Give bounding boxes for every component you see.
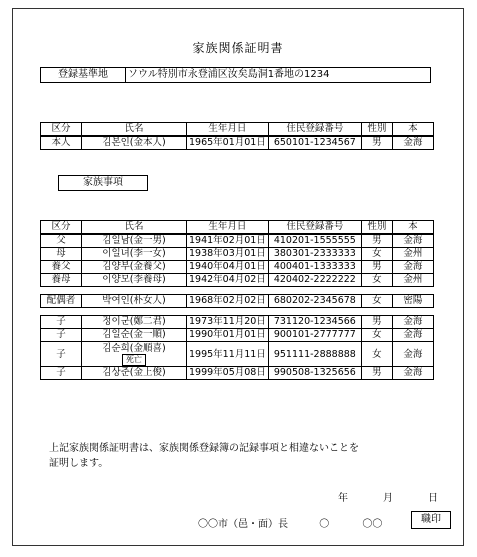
cell-dob: 1941年02月01日: [187, 234, 269, 248]
certification-note: [49, 441, 359, 471]
note-line-1: 上記家族関係証明書は、家族関係登録簿の記録事項と相違ないことを: [49, 443, 359, 454]
cell-sex: 男: [361, 261, 392, 274]
table-row: [41, 342, 434, 367]
cell-name: 김일남(金一男): [82, 234, 187, 248]
cell-origin: 金海: [392, 316, 433, 329]
table-row: [41, 367, 434, 380]
col-origin: 本: [392, 221, 433, 235]
col-id: 住民登録番号: [268, 221, 361, 235]
note-line-2: 証明します。: [49, 458, 109, 469]
table-row: [41, 316, 434, 329]
cell-origin: 密陽: [392, 295, 433, 308]
cell-dob: 1965年01月01日: [187, 136, 269, 150]
section-label: 家族事項: [58, 175, 148, 191]
cell-sex: 男: [361, 234, 392, 248]
self-table: [40, 122, 434, 150]
cell-origin: 金海: [392, 329, 433, 342]
signer-name-2: 〇〇: [362, 519, 383, 530]
cell-rel: 本人: [41, 136, 82, 150]
official-seal: 職印: [411, 511, 451, 529]
cell-name: 이양모(李養母): [82, 274, 187, 287]
cell-id: 680202-2345678: [268, 295, 361, 308]
registry-value: ソウル特別市永登浦区汝矣島洞1番地の1234: [126, 68, 431, 83]
family-header-row: [41, 221, 434, 235]
cell-name-text: 김순희(金順喜): [102, 342, 166, 354]
cell-id: 951111-2888888: [268, 342, 361, 367]
cell-origin: 金海: [392, 342, 433, 367]
cell-rel: 子: [41, 329, 82, 342]
cell-id: 650101-1234567: [268, 136, 361, 150]
spacer-row: [41, 308, 434, 316]
cell-sex: 男: [361, 136, 392, 150]
cell-id: 900101-2777777: [268, 329, 361, 342]
table-row: [41, 295, 434, 308]
cell-dob: 1942年04月02日: [187, 274, 269, 287]
cell-id: 990508-1325656: [268, 367, 361, 380]
col-sex: 性別: [361, 221, 392, 235]
cell-rel: 子: [41, 342, 82, 367]
col-sex: 性別: [361, 123, 392, 137]
cell-origin: 金州: [392, 274, 433, 287]
cell-sex: 女: [361, 274, 392, 287]
cell-dob: 1990年01月01日: [187, 329, 269, 342]
cell-dob: 1973年11月20日: [187, 316, 269, 329]
cell-dob: 1940年04月01日: [187, 261, 269, 274]
cell-sex: 女: [361, 295, 392, 308]
cell-rel: 子: [41, 316, 82, 329]
table-row: [41, 136, 434, 150]
table-row: [41, 261, 434, 274]
date-day: 日: [428, 493, 438, 504]
cell-rel: 配偶者: [41, 295, 82, 308]
cell-sex: 女: [361, 329, 392, 342]
cell-sex: 女: [361, 342, 392, 367]
cell-name: 박여인(朴女人): [82, 295, 187, 308]
col-rel: 区分: [41, 221, 82, 235]
table-row: [41, 329, 434, 342]
col-name: 氏名: [82, 123, 187, 137]
cell-sex: 男: [361, 367, 392, 380]
table-row: [41, 274, 434, 287]
cell-origin: 金海: [392, 136, 433, 150]
signer-name-1: 〇: [319, 519, 330, 530]
cell-rel: 養母: [41, 274, 82, 287]
cell-dob: 1938年03月01日: [187, 248, 269, 261]
cell-dob: 1995年11月11日: [187, 342, 269, 367]
self-header-row: [41, 123, 434, 137]
family-table: [40, 220, 434, 380]
cell-name: 정이군(鄭二君): [82, 316, 187, 329]
cell-id: 380301-2333333: [268, 248, 361, 261]
cell-origin: 金海: [392, 367, 433, 380]
cell-rel: 子: [41, 367, 82, 380]
spacer-row: [41, 287, 434, 295]
cell-name: 김양부(金養父): [82, 261, 187, 274]
cell-id: 410201-1555555: [268, 234, 361, 248]
registry-label: 登録基準地: [41, 68, 126, 83]
document-page: [12, 8, 464, 546]
cell-name: 이일녀(李一女): [82, 248, 187, 261]
date-year: 年: [338, 493, 348, 504]
date-month: 月: [383, 493, 393, 504]
signer-office: 〇〇市（邑・面）長: [198, 519, 288, 530]
signer-line: [198, 515, 382, 530]
cell-name: 김상준(金上俊): [82, 367, 187, 380]
col-rel: 区分: [41, 123, 82, 137]
col-id: 住民登録番号: [268, 123, 361, 137]
deceased-badge: 死亡: [122, 354, 146, 366]
cell-name: 김본인(金本人): [82, 136, 187, 150]
cell-name: 김일순(金一順): [82, 329, 187, 342]
cell-origin: 金海: [392, 234, 433, 248]
registry-table: [40, 67, 431, 83]
cell-id: 400401-1333333: [268, 261, 361, 274]
cell-id: 731120-1234566: [268, 316, 361, 329]
cell-dob: 1968年02月02日: [187, 295, 269, 308]
cell-rel: 養父: [41, 261, 82, 274]
table-row: [41, 234, 434, 248]
cell-id: 420402-2222222: [268, 274, 361, 287]
col-name: 氏名: [82, 221, 187, 235]
cell-origin: 金海: [392, 261, 433, 274]
cell-origin: 金州: [392, 248, 433, 261]
cell-rel: 父: [41, 234, 82, 248]
cell-sex: 男: [361, 316, 392, 329]
cell-dob: 1999年05月08日: [187, 367, 269, 380]
col-dob: 生年月日: [187, 123, 269, 137]
table-row: [41, 248, 434, 261]
cell-sex: 女: [361, 248, 392, 261]
col-dob: 生年月日: [187, 221, 269, 235]
cell-name: [82, 342, 187, 367]
cell-rel: 母: [41, 248, 82, 261]
col-origin: 本: [392, 123, 433, 137]
document-title: 家族関係証明書: [192, 41, 284, 55]
